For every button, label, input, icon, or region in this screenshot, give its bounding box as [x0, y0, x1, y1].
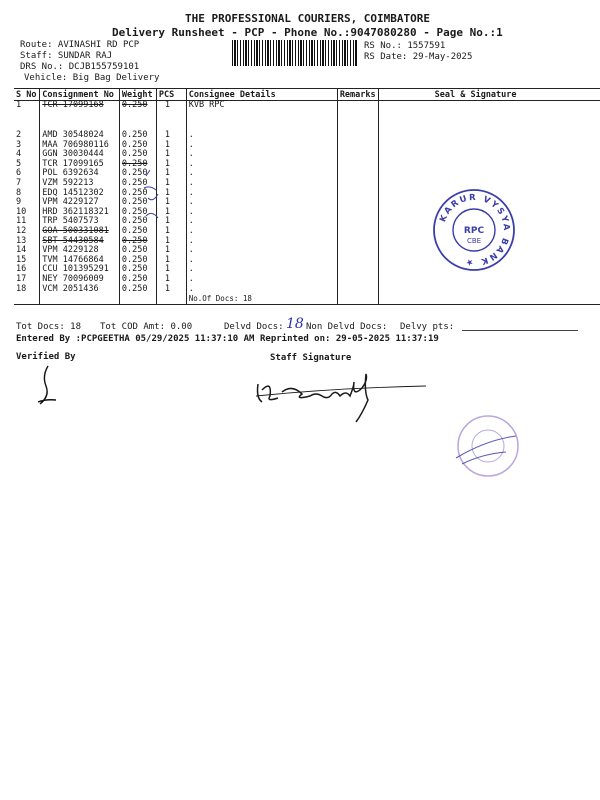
row-consignment: GGN 30030444 [40, 150, 120, 160]
row-consignment: EDQ 14512302 [40, 189, 120, 199]
faint-stamp [452, 410, 524, 482]
row-details: . [186, 179, 337, 189]
delivered-docs: Delvd Docs: [224, 322, 284, 332]
row-sno: 18 [16, 283, 27, 294]
total-cod: Tot COD Amt: 0.00 [100, 322, 193, 332]
row-pcs: 1 [156, 285, 186, 295]
row-pcs: 1 [156, 265, 186, 275]
row-sno: 4 [16, 149, 22, 160]
row-pcs: 1 [156, 198, 186, 208]
drs-label: DRS No.: DCJB155759101 [20, 62, 140, 72]
row-remarks [337, 227, 378, 237]
row-seal [378, 141, 600, 151]
row-remarks [337, 141, 378, 151]
row-sno: 10 [16, 206, 27, 217]
tick-marks [138, 168, 178, 228]
row-remarks [337, 237, 378, 247]
row-consignment: AMD 30548024 [40, 131, 120, 141]
staff-label: Staff: SUNDAR RAJ [20, 51, 113, 61]
row-sno: 13 [16, 235, 27, 246]
col-seal: Seal & Signature [378, 89, 600, 101]
vehicle-label: Vehicle: Big Bag Delivery [24, 73, 160, 83]
row-consignment: VZM 592213 [40, 179, 120, 189]
row-seal [378, 275, 600, 285]
row-details: . [186, 275, 337, 285]
row-pcs: 1 [156, 217, 186, 227]
row-weight: 0.250 [119, 101, 156, 132]
row-details: . [186, 131, 337, 141]
col-weight: Weight [119, 89, 156, 101]
row-details: . [186, 285, 337, 295]
row-sno: 2 [16, 130, 22, 140]
row-remarks [337, 275, 378, 285]
row-sno: 6 [16, 168, 22, 179]
row-remarks [337, 217, 378, 227]
row-consignment: TCR 17099168 [40, 101, 120, 132]
row-weight: 0.250 [119, 285, 156, 295]
row-sno: 5 [16, 158, 22, 169]
row-weight: 0.250 [119, 160, 156, 170]
row-pcs: 1 [156, 227, 186, 237]
row-seal [378, 101, 600, 132]
col-sno: S No [14, 89, 40, 101]
row-remarks [337, 265, 378, 275]
row-weight: 0.250 [119, 131, 156, 141]
row-consignment: CCU 101395291 [40, 265, 120, 275]
table-footer-row [14, 294, 600, 304]
row-details: . [186, 217, 337, 227]
table-row [14, 101, 600, 132]
row-pcs: 1 [156, 160, 186, 170]
row-pcs: 1 [156, 131, 186, 141]
table-row [14, 169, 600, 179]
table-row [14, 160, 600, 170]
row-weight: 0.250 [119, 141, 156, 151]
row-sno: 8 [16, 187, 22, 198]
row-consignment: NEY 70096009 [40, 275, 120, 285]
row-pcs: 1 [156, 275, 186, 285]
delivery-points: Delvy pts: [400, 322, 455, 332]
row-pcs: 1 [156, 208, 186, 218]
row-sno: 7 [16, 177, 22, 188]
table-header-row [14, 89, 600, 101]
row-sno: 15 [16, 254, 27, 265]
rs-date: RS Date: 29-May-2025 [364, 52, 473, 62]
non-delivered-docs: Non Delvd Docs: [306, 322, 388, 332]
verifier-signature [34, 362, 64, 408]
row-weight: 0.250 [119, 217, 156, 227]
drs-barcode [232, 40, 358, 66]
row-weight: 0.250 [119, 265, 156, 275]
row-pcs: 1 [156, 189, 186, 199]
row-weight: 0.250 [119, 150, 156, 160]
row-weight: 0.250 [119, 256, 156, 266]
svg-text:CBE: CBE [466, 237, 482, 245]
row-consignment: POL 6392634 [40, 169, 120, 179]
row-consignment: SBT 54430584 [40, 237, 120, 247]
row-pcs: 1 [156, 169, 186, 179]
row-weight: 0.250 [119, 275, 156, 285]
row-details: . [186, 256, 337, 266]
entered-by: Entered By :PCPGEETHA 05/29/2025 11:37:10 AM [16, 334, 255, 344]
row-pcs: 1 [156, 237, 186, 247]
row-consignment: HRD 362118321 [40, 208, 120, 218]
row-pcs: 1 [156, 101, 186, 132]
docs-count: No.Of Docs: 18 [186, 294, 337, 304]
row-pcs: 1 [156, 150, 186, 160]
row-sno: 3 [16, 139, 22, 150]
row-details: . [186, 150, 337, 160]
row-remarks [337, 256, 378, 266]
table-row [14, 285, 600, 295]
row-remarks [337, 101, 378, 132]
row-remarks [337, 285, 378, 295]
row-remarks [337, 246, 378, 256]
row-details: . [186, 227, 337, 237]
row-details: . [186, 141, 337, 151]
row-details: . [186, 160, 337, 170]
row-weight: 0.250 [119, 189, 156, 199]
row-details: KVB RPC [186, 101, 337, 132]
verified-by-label: Verified By [16, 352, 76, 362]
row-sno: 14 [16, 245, 27, 256]
row-consignment: VPM 4229128 [40, 246, 120, 256]
row-seal [378, 285, 600, 295]
staff-signature-label: Staff Signature [270, 353, 352, 363]
row-consignment: MAA 706980116 [40, 141, 120, 151]
row-remarks [337, 160, 378, 170]
row-weight: 0.250 [119, 179, 156, 189]
row-seal [378, 160, 600, 170]
svg-text:RPC: RPC [463, 226, 485, 236]
row-pcs: 1 [156, 246, 186, 256]
row-remarks [337, 179, 378, 189]
row-consignment: VCM 2051436 [40, 285, 120, 295]
rs-number: RS No.: 1557591 [364, 41, 446, 51]
bank-seal-stamp [432, 188, 516, 272]
row-pcs: 1 [156, 179, 186, 189]
row-sno: 11 [16, 216, 27, 227]
row-consignment: TCR 17099165 [40, 160, 120, 170]
row-remarks [337, 198, 378, 208]
row-remarks [337, 189, 378, 199]
row-details: . [186, 198, 337, 208]
row-details: . [186, 237, 337, 247]
row-seal [378, 131, 600, 141]
row-seal [378, 150, 600, 160]
row-remarks [337, 150, 378, 160]
row-pcs: 1 [156, 256, 186, 266]
row-sno: 17 [16, 273, 27, 284]
row-consignment: TRP 5407573 [40, 217, 120, 227]
row-consignment: TVM 14766864 [40, 256, 120, 266]
col-remarks: Remarks [337, 89, 378, 101]
row-sno: 9 [16, 197, 22, 208]
col-consignment: Consignment No [40, 89, 120, 101]
svg-text:KARUR VYSYA BANK ★: KARUR VYSYA BANK ★ [438, 192, 512, 268]
delivery-points-line [462, 330, 578, 331]
row-details: . [186, 265, 337, 275]
table-row [14, 275, 600, 285]
row-weight: 0.250 [119, 169, 156, 179]
row-details: . [186, 246, 337, 256]
staff-signature [252, 362, 432, 432]
company-title: THE PROFESSIONAL COURIERS, COIMBATORE [185, 12, 431, 25]
delivered-count-handwritten: 18 [286, 316, 304, 332]
runsheet-subtitle: Delivery Runsheet - PCP - Phone No.:9047080280 - Page No.:1 [112, 26, 503, 39]
row-sno: 1 [16, 100, 22, 110]
row-details: . [186, 189, 337, 199]
row-weight: 0.250 [119, 208, 156, 218]
route-label: Route: AVINASHI RD PCP [20, 40, 140, 50]
row-details: . [186, 169, 337, 179]
row-sno: 12 [16, 225, 27, 236]
row-weight: 0.250 [119, 246, 156, 256]
row-remarks [337, 131, 378, 141]
total-docs: Tot Docs: 18 [16, 322, 82, 332]
col-pcs: PCS [156, 89, 186, 101]
row-pcs: 1 [156, 141, 186, 151]
row-consignment: VPM 4229127 [40, 198, 120, 208]
reprinted-on: Reprinted on: 29-05-2025 11:37:19 [260, 334, 439, 344]
row-weight: 0.250 [119, 237, 156, 247]
row-remarks [337, 208, 378, 218]
row-weight: 0.250 [119, 227, 156, 237]
row-sno: 16 [16, 264, 27, 275]
row-consignment: GOA 500331081 [40, 227, 120, 237]
row-seal [378, 169, 600, 179]
row-details: . [186, 208, 337, 218]
row-weight: 0.250 [119, 198, 156, 208]
row-remarks [337, 169, 378, 179]
col-consignee: Consignee Details [186, 89, 337, 101]
